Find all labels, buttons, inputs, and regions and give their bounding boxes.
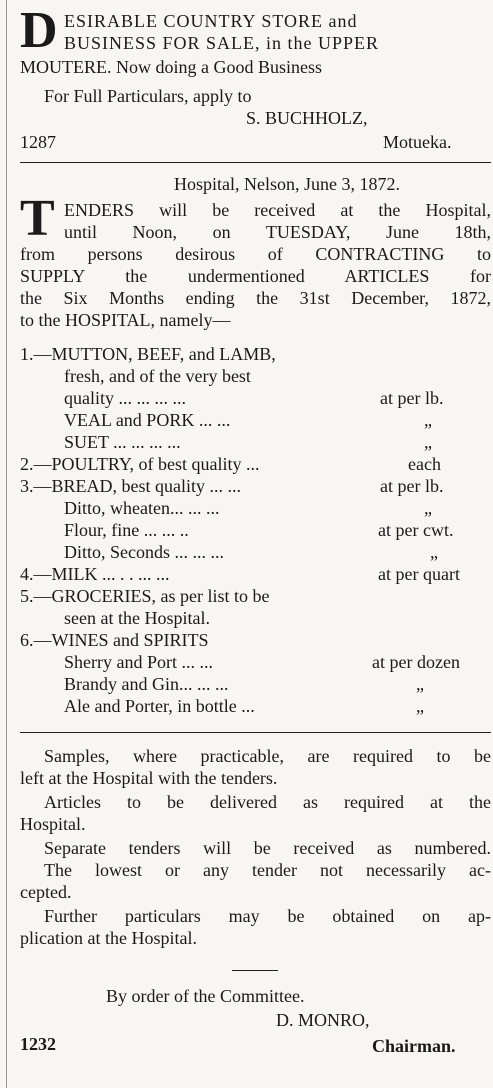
item-rate: at per lb. xyxy=(380,388,444,408)
item-text: 4.—MILK ... . . ... ... xyxy=(20,564,170,584)
item-text: Flour, fine ... ... .. xyxy=(64,520,189,540)
item-rate: each xyxy=(408,454,441,474)
notes-line: Hospital. xyxy=(20,814,86,834)
advert2-intro-line: from persons desirous of CONTRACTING to xyxy=(20,244,491,264)
notes-line: The lowest or any tender not necessarily ac- xyxy=(44,860,491,880)
notes-line: Further particulars may be obtained on ap- xyxy=(44,906,491,926)
item-text: Ditto, Seconds ... ... ... xyxy=(64,542,224,562)
advert2-intro-line: ENDERS will be received at the Hospital, xyxy=(64,200,491,220)
notes-divider xyxy=(20,732,491,733)
item-text: quality ... ... ... ... xyxy=(64,388,186,408)
advert2-number: 1232 xyxy=(20,1034,56,1054)
item-rate: „ xyxy=(430,542,438,562)
item-text: 3.—BREAD, best quality ... ... xyxy=(20,476,241,496)
advert2-intro-line: until Noon, on TUESDAY, June 18th, xyxy=(64,222,491,242)
item-text: Brandy and Gin... ... ... xyxy=(64,674,229,694)
by-order-line: By order of the Committee. xyxy=(106,986,305,1006)
item-text: Ale and Porter, in bottle ... xyxy=(64,696,255,716)
advert2-intro-line: to the HOSPITAL, namely— xyxy=(20,310,231,330)
item-rate: „ xyxy=(424,410,432,430)
item-text: SUET ... ... ... ... xyxy=(64,432,181,452)
item-rate: at per cwt. xyxy=(378,520,454,540)
notes-line: left at the Hospital with the tenders. xyxy=(20,768,278,788)
item-rate: „ xyxy=(424,498,432,518)
advert1-drop-cap: D xyxy=(20,2,58,59)
item-text: 5.—GROCERIES, as per list to be xyxy=(20,586,270,606)
item-text: 1.—MUTTON, BEEF, and LAMB, xyxy=(20,344,276,364)
item-text: Sherry and Port ... ... xyxy=(64,652,213,672)
advert1-line2: BUSINESS FOR SALE, in the UPPER xyxy=(64,33,380,53)
advert1-name: S. BUCHHOLZ, xyxy=(246,108,368,128)
item-text: Ditto, wheaten... ... ... xyxy=(64,498,220,518)
advert-divider xyxy=(20,162,491,163)
notes-line: plication at the Hospital. xyxy=(20,928,197,948)
item-rate: „ xyxy=(416,696,424,716)
column-edge-line xyxy=(6,0,7,1088)
item-rate: „ xyxy=(424,432,432,452)
notes-line: cepted. xyxy=(20,882,72,902)
item-text: seen at the Hospital. xyxy=(64,608,210,628)
advert1-number: 1287 xyxy=(20,132,56,152)
notes-line: Samples, where practicable, are required to be xyxy=(44,746,491,766)
notes-line: Articles to be delivered as required at the xyxy=(44,792,491,812)
advert1-line3: MOUTERE. Now doing a Good Business xyxy=(20,57,322,77)
signatory-title: Chairman. xyxy=(372,1036,456,1056)
signatory: D. MONRO, xyxy=(276,1010,370,1030)
item-rate: at per lb. xyxy=(380,476,444,496)
advert2-intro-line: SUPPLY the undermentioned ARTICLES for xyxy=(20,266,491,286)
advert2-dateline: Hospital, Nelson, June 3, 1872. xyxy=(174,174,400,194)
item-text: 6.—WINES and SPIRITS xyxy=(20,630,209,650)
advert2-drop-cap: T xyxy=(20,190,55,247)
item-rate: at per dozen xyxy=(372,652,460,672)
advert1-line4: For Full Particulars, apply to xyxy=(44,86,252,106)
item-rate: „ xyxy=(416,674,424,694)
item-text: 2.—POULTRY, of best quality ... xyxy=(20,454,260,474)
item-rate: at per quart xyxy=(378,564,460,584)
item-text: fresh, and of the very best xyxy=(64,366,251,386)
item-text: VEAL and PORK ... ... xyxy=(64,410,231,430)
advert1-line1: ESIRABLE COUNTRY STORE and xyxy=(64,11,358,31)
short-rule xyxy=(232,970,278,971)
advert2-intro-line: the Six Months ending the 31st December, 1872, xyxy=(20,288,491,308)
notes-line: Separate tenders will be received as numbered. xyxy=(44,838,491,858)
advert1-place: Motueka. xyxy=(383,132,452,152)
